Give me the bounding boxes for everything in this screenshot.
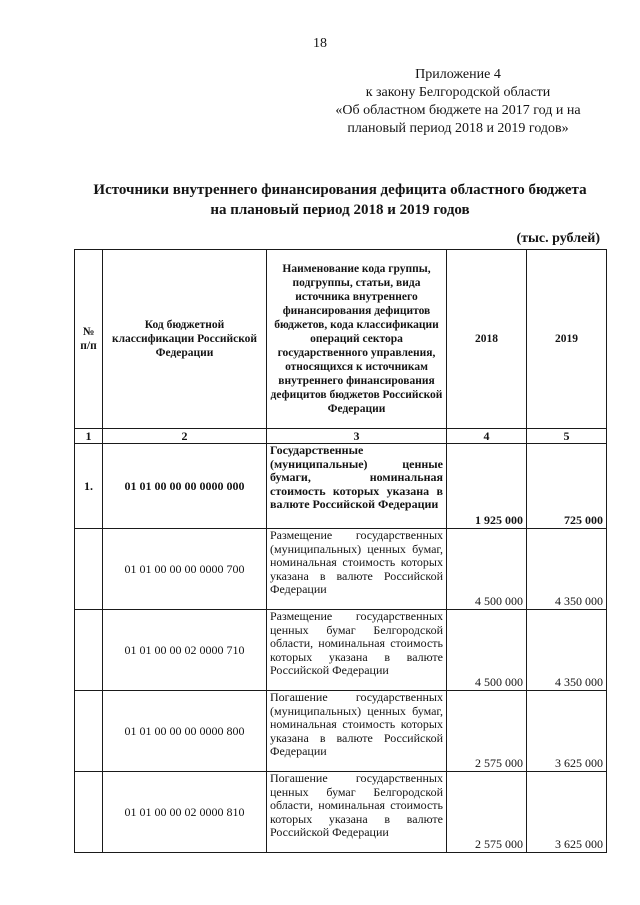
column-number: 5: [527, 429, 607, 444]
row-name: Погашение государственных ценных бумаг Белгородской области, номинальная стоимость которых указана в валюте Российской Федерации: [267, 772, 447, 853]
row-value-2018: 4 500 000: [447, 610, 527, 691]
column-number: 2: [103, 429, 267, 444]
title-line: Источники внутреннего финансирования дефицита областного бюджета: [93, 182, 587, 198]
row-code: 01 01 00 00 00 0000 800: [103, 691, 267, 772]
row-num: [75, 610, 103, 691]
table-header-row: [75, 250, 607, 429]
table-row: [75, 772, 607, 853]
row-value-2018: 2 575 000: [447, 691, 527, 772]
header-2018: 2018: [447, 250, 527, 429]
table-row: [75, 691, 607, 772]
row-value-2019: 725 000: [527, 444, 607, 529]
appendix-line: Приложение 4: [415, 67, 501, 82]
row-value-2019: 4 350 000: [527, 529, 607, 610]
row-code: 01 01 00 00 02 0000 810: [103, 772, 267, 853]
header-code: Код бюджетной классификации Российской Федерации: [103, 250, 267, 429]
row-name: Государственные (муниципальные) ценные бумаги, номинальная стоимость которых указана в валюте Российской Федерации: [267, 444, 447, 529]
page-number: 18: [313, 36, 327, 51]
table-row: [75, 529, 607, 610]
row-num: [75, 691, 103, 772]
header-num: № п/п: [75, 250, 103, 429]
row-num: [75, 772, 103, 853]
table-row: [75, 610, 607, 691]
row-value-2018: 4 500 000: [447, 529, 527, 610]
row-value-2019: 4 350 000: [527, 610, 607, 691]
row-code: 01 01 00 00 00 0000 700: [103, 529, 267, 610]
appendix-line: к закону Белгородской области: [365, 85, 551, 100]
title-line: на плановый период 2018 и 2019 годов: [210, 202, 470, 218]
row-value-2018: 2 575 000: [447, 772, 527, 853]
appendix-line: плановый период 2018 и 2019 годов»: [347, 121, 569, 136]
row-name: Размещение государственных ценных бумаг Белгородской области, номинальная стоимость которых указана в валюте Российской Федерации: [267, 610, 447, 691]
row-code: 01 01 00 00 02 0000 710: [103, 610, 267, 691]
units-label: (тыс. рублей): [516, 231, 600, 246]
document-title: [60, 180, 620, 220]
row-value-2018: 1 925 000: [447, 444, 527, 529]
appendix-reference: [298, 66, 618, 138]
appendix-line: «Об областном бюджете на 2017 год и на: [335, 103, 581, 118]
column-number-row: [75, 429, 607, 444]
row-value-2019: 3 625 000: [527, 691, 607, 772]
column-number: 4: [447, 429, 527, 444]
row-code: 01 01 00 00 00 0000 000: [103, 444, 267, 529]
header-2019: 2019: [527, 250, 607, 429]
row-value-2019: 3 625 000: [527, 772, 607, 853]
table-row: [75, 444, 607, 529]
column-number: 1: [75, 429, 103, 444]
row-num: [75, 529, 103, 610]
header-name: Наименование кода группы, подгруппы, статьи, вида источника внутреннего финансирования дефицитов бюджетов, кода классификации операций сектора государственного управления, относящихся к источникам внутреннего финансирования дефицитов бюджетов Российской Федерации: [267, 250, 447, 429]
financing-sources-table: [74, 249, 607, 853]
row-name: Погашение государственных (муниципальных) ценных бумаг, номинальная стоимость которых указана в валюте Российской Федерации: [267, 691, 447, 772]
row-name: Размещение государственных (муниципальных) ценных бумаг, номинальная стоимость которых указана в валюте Российской Федерации: [267, 529, 447, 610]
column-number: 3: [267, 429, 447, 444]
row-num: 1.: [75, 444, 103, 529]
